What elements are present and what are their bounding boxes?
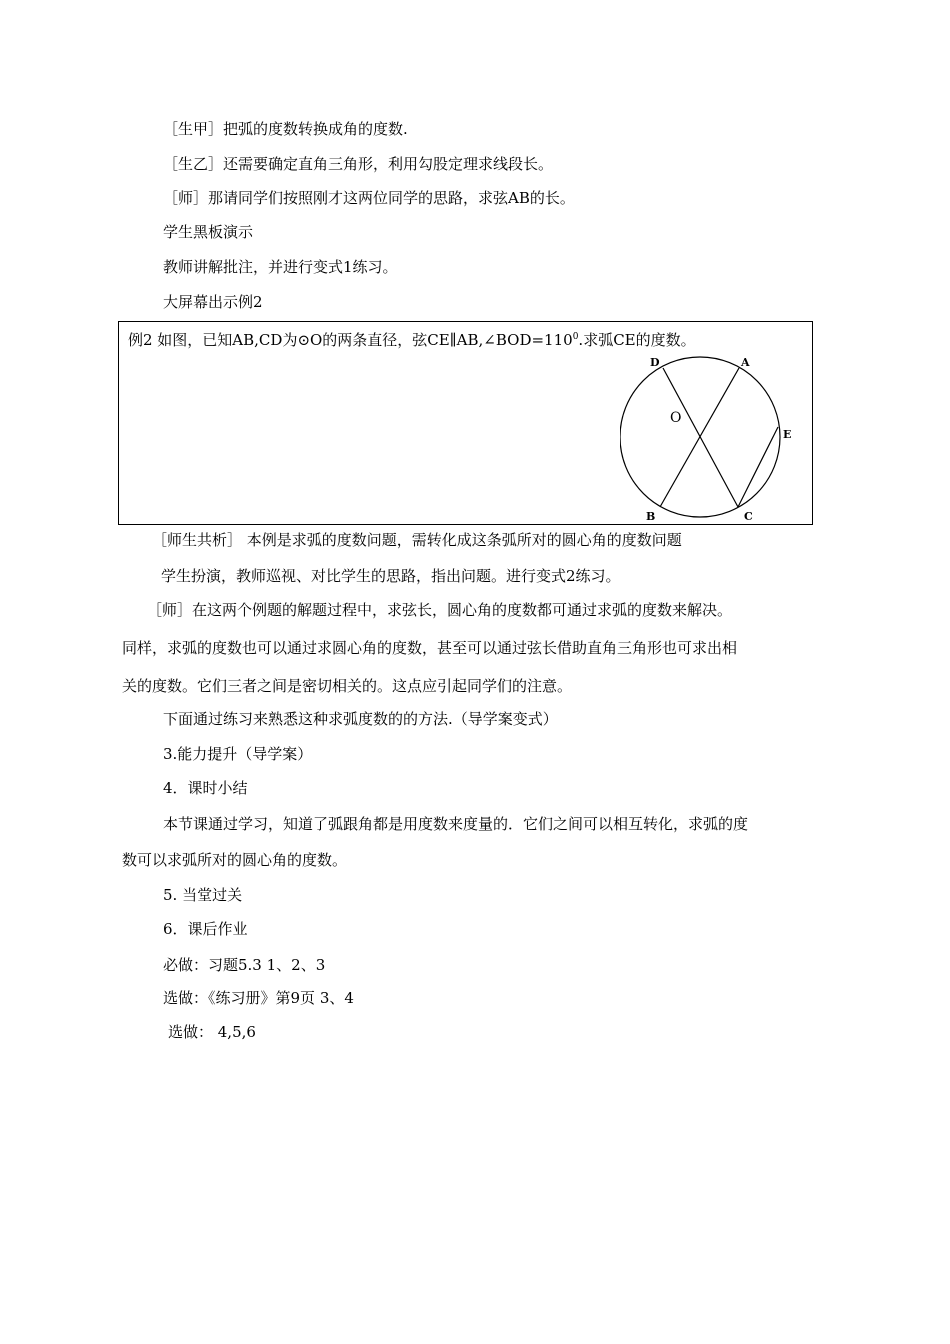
section-4: 4．课时小结 bbox=[163, 779, 248, 797]
homework-optional-1: 选做：《练习册》第9页 3、4 bbox=[163, 989, 354, 1007]
line-teacher-explain: 教师讲解批注，并进行变式1练习。 bbox=[163, 258, 398, 276]
teacher-para-2: 同样，求弧的度数也可以通过求圆心角的度数，甚至可以通过弦长借助直角三角形也可求出相 bbox=[122, 639, 738, 657]
label-d: D bbox=[650, 356, 660, 369]
example-statement: 例2 如图，已知AB,CD为⊙O的两条直径，弦$CE\parallel AB,\angle BOD=110^0$.求弧CE的度数。 bbox=[128, 331, 696, 349]
line-teacher-ask: ［师］那请同学们按照刚才这两位同学的思路，求弦AB的长。 bbox=[163, 189, 575, 207]
section-6: 6．课后作业 bbox=[163, 920, 248, 938]
label-b: B bbox=[646, 510, 656, 523]
teacher-para-3: 关的度数。它们三者之间是密切相关的。这点应引起同学们的注意。 bbox=[122, 677, 573, 695]
section-3: 3.能力提升（导学案） bbox=[163, 745, 313, 763]
homework-required: 必做：习题5.3 1、2、3 bbox=[163, 956, 326, 974]
circle-figure bbox=[620, 350, 805, 525]
line-analysis: ［师生共析］ 本例是求弧的度数问题，需转化成这条弧所对的圆心角的度数问题 bbox=[152, 531, 682, 549]
section-5: 5. 当堂过关 bbox=[163, 886, 243, 904]
line-board-demo: 学生黑板演示 bbox=[163, 223, 254, 241]
label-e: E bbox=[783, 428, 792, 441]
chord-ce bbox=[738, 427, 778, 507]
line-sheng-jia: ［生甲］把弧的度数转换成角的度数. bbox=[163, 120, 408, 138]
label-c: C bbox=[744, 510, 753, 523]
line-screen-example: 大屏幕出示例2 bbox=[163, 293, 263, 311]
summary-2: 数可以求弧所对的圆心角的度数。 bbox=[122, 851, 348, 869]
line-sheng-yi: ［生乙］还需要确定直角三角形，利用勾股定理求线段长。 bbox=[163, 155, 554, 173]
summary-1: 本节课通过学习，知道了弧跟角都是用度数来度量的．它们之间可以相互转化，求弧的度 bbox=[163, 815, 749, 833]
line-student-act: 学生扮演，教师巡视、对比学生的思路，指出问题。进行变式2练习。 bbox=[161, 567, 621, 585]
line-practice: 下面通过练习来熟悉这种求弧度数的的方法.（导学案变式） bbox=[163, 710, 558, 728]
label-a: A bbox=[741, 356, 750, 369]
teacher-para-1: ［师］在这两个例题的解题过程中，求弦长，圆心角的度数都可通过求弧的度数来解决。 bbox=[147, 601, 733, 619]
label-o: O bbox=[670, 410, 682, 426]
homework-optional-2: 选做： 4,5,6 bbox=[168, 1023, 256, 1041]
